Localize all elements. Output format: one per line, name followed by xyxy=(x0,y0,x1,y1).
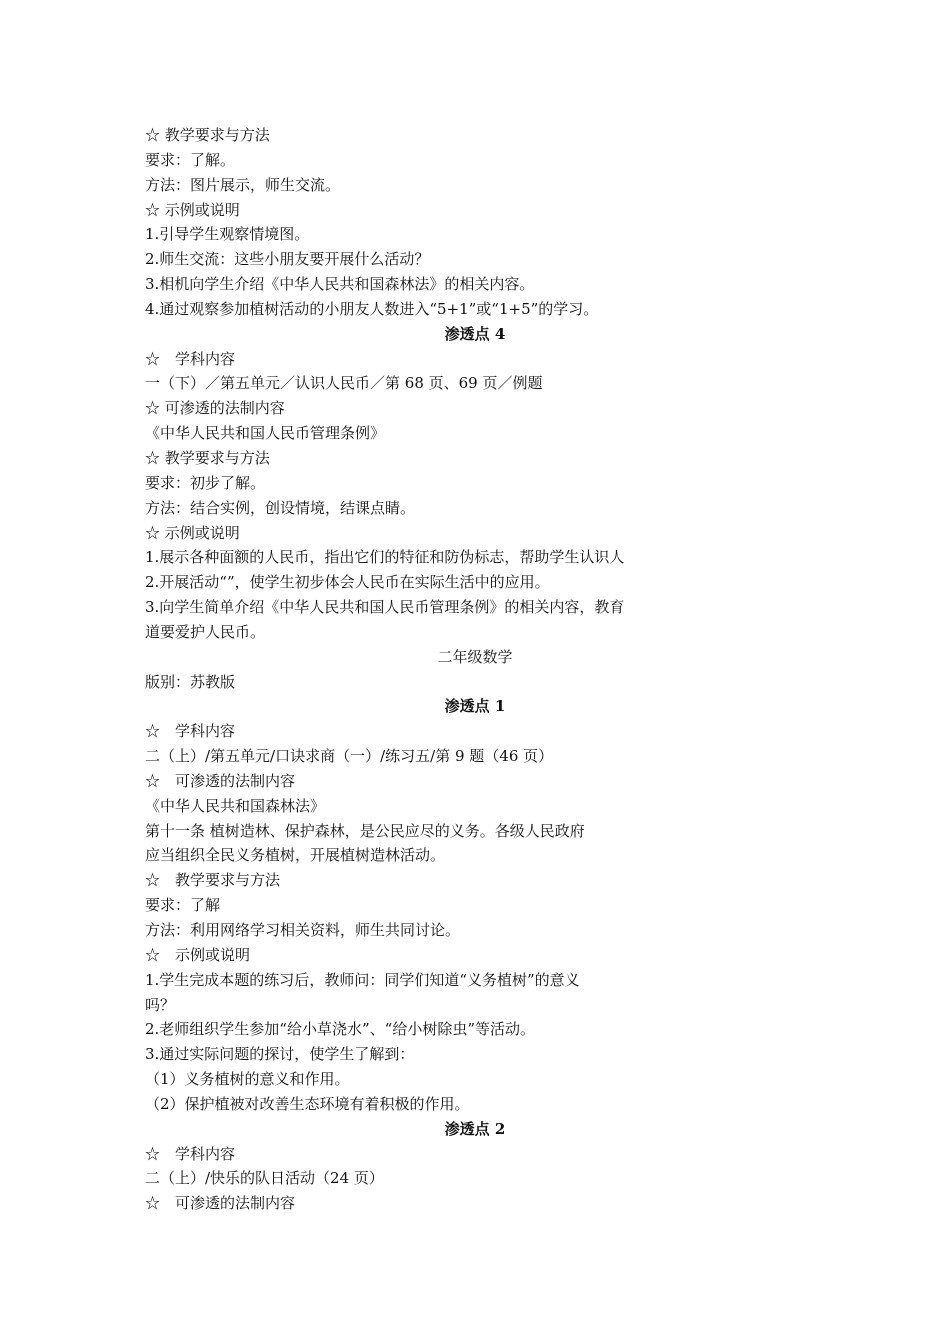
section-heading: 渗透点 2 xyxy=(444,1119,506,1138)
text-line: 要求：初步了解。 xyxy=(145,473,266,492)
text-line: ☆ 教学要求与方法 xyxy=(145,448,270,467)
text-line: ☆ 可渗透的法制内容 xyxy=(145,771,296,790)
section-heading: 二年级数学 xyxy=(437,647,513,666)
text-line: 道要爱护人民币。 xyxy=(145,622,266,641)
text-line: ☆ 学科内容 xyxy=(145,1144,236,1163)
text-line: 3.相机向学生介绍《中华人民共和国森林法》的相关内容。 xyxy=(145,275,535,294)
section-heading: 渗透点 1 xyxy=(444,697,506,716)
text-line: ☆ 学科内容 xyxy=(145,349,236,368)
text-line: 2.老师组织学生参加“给小草浇水”、“给小树除虫”等活动。 xyxy=(145,1020,535,1039)
text-line: 方法：图片展示，师生交流。 xyxy=(145,175,341,194)
text-line: 版别：苏教版 xyxy=(145,672,236,691)
text-line: 二（上）/第五单元/口诀求商（一）/练习五/第 9 题（46 页） xyxy=(145,747,554,766)
text-line: ☆ 教学要求与方法 xyxy=(145,126,270,144)
text-line: （1）义务植树的意义和作用。 xyxy=(145,1070,350,1089)
text-line: 《中华人民共和国森林法》 xyxy=(145,796,326,815)
text-line: 方法：结合实例，创设情境，结课点睛。 xyxy=(145,498,416,517)
text-line: ☆ 示例或说明 xyxy=(145,200,240,219)
text-line: 吗？ xyxy=(145,995,176,1014)
text-line: 《中华人民共和国人民币管理条例》 xyxy=(145,424,386,443)
text-line: 1.展示各种面额的人民币，指出它们的特征和防伪标志，帮助学生认识人 xyxy=(145,548,625,567)
text-line: 4.通过观察参加植树活动的小朋友人数进入“5+1”或“1+5”的学习。 xyxy=(145,299,599,318)
text-line: 3.通过实际问题的探讨，使学生了解到： xyxy=(145,1045,415,1064)
text-line: 方法：利用网络学习相关资料，师生共同讨论。 xyxy=(145,921,461,939)
text-line: ☆ 可渗透的法制内容 xyxy=(145,399,285,418)
text-line: ☆ 示例或说明 xyxy=(145,523,240,542)
text-line: 1.引导学生观察情境图。 xyxy=(145,225,310,244)
text-line: 应当组织全民义务植树，开展植树造林活动。 xyxy=(145,846,446,865)
text-line: 第十一条 植树造林、保护森林，是公民应尽的义务。各级人民政府 xyxy=(145,821,585,840)
text-line: 2.开展活动“”，使学生初步体会人民币在实际生活中的应用。 xyxy=(145,573,550,592)
section-heading: 渗透点 4 xyxy=(444,324,506,343)
text-line: 一（下）／第五单元／认识人民币／第 68 页、69 页／例题 xyxy=(145,374,543,393)
text-line: ☆ 可渗透的法制内容 xyxy=(145,1194,296,1213)
text-line: 2.师生交流：这些小朋友要开展什么活动？ xyxy=(145,250,430,269)
text-line: ☆ 教学要求与方法 xyxy=(145,871,281,890)
text-line: 二（上）/快乐的队日活动（24 页） xyxy=(145,1169,384,1188)
document-body xyxy=(145,123,805,1216)
text-line: 要求：了解。 xyxy=(145,150,236,169)
text-line: 1.学生完成本题的练习后，教师问：同学们知道“义务植树”的意义 xyxy=(145,970,580,989)
text-line: ☆ 示例或说明 xyxy=(145,945,251,964)
text-line: 3.向学生简单介绍《中华人民共和国人民币管理条例》的相关内容，教育 xyxy=(145,598,625,617)
text-line: 要求：了解 xyxy=(145,896,221,915)
text-line: ☆ 学科内容 xyxy=(145,722,236,741)
text-line: （2）保护植被对改善生态环境有着积极的作用。 xyxy=(145,1094,470,1113)
